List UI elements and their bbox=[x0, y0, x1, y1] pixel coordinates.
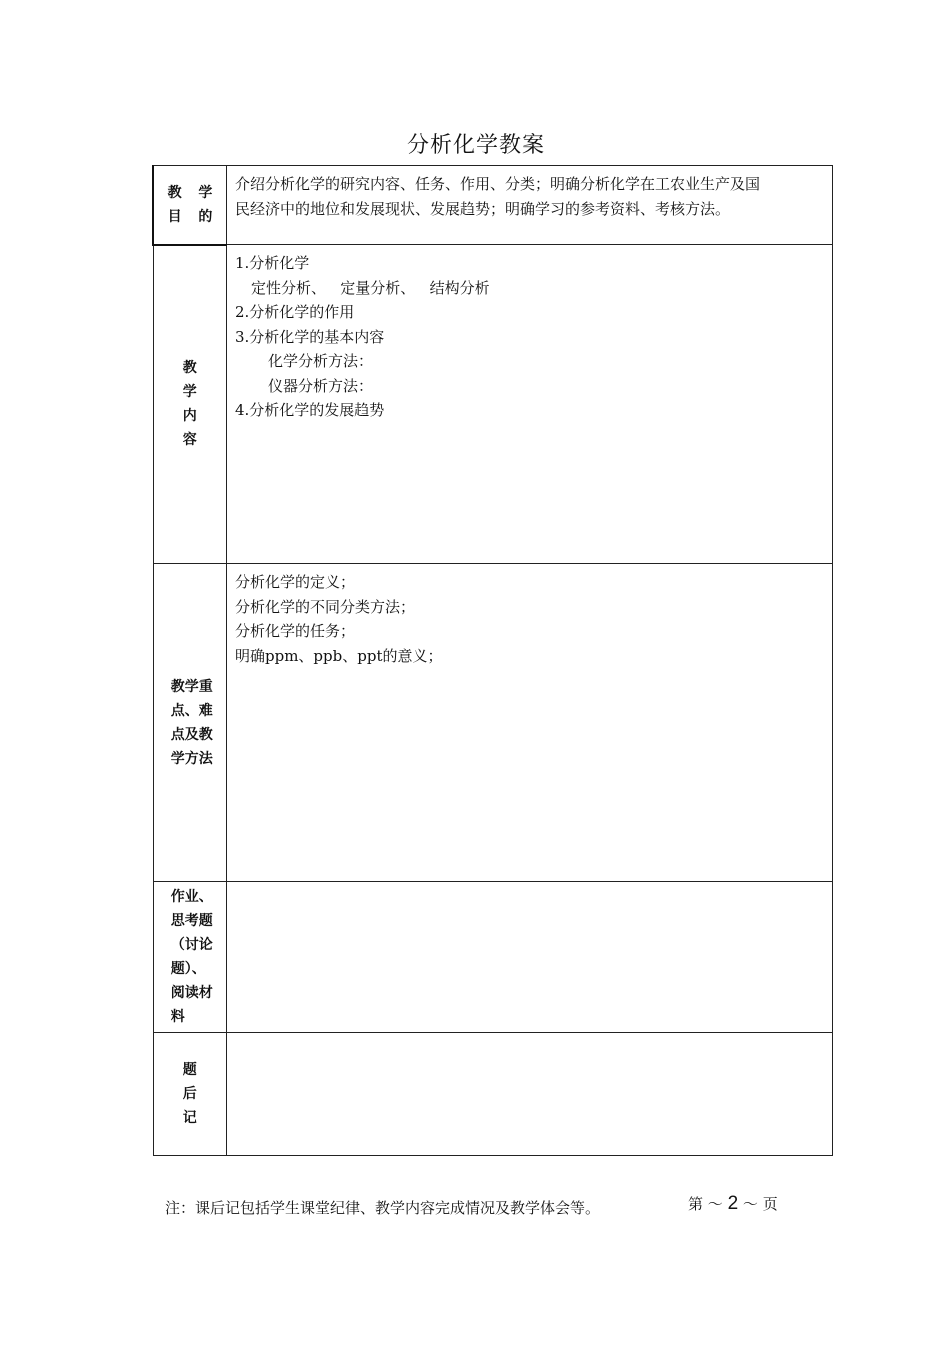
content-cell-postscript bbox=[227, 1033, 833, 1156]
lesson-plan-table bbox=[152, 165, 833, 1156]
key-points-line: 分析化学的任务； bbox=[235, 622, 356, 640]
page-indicator bbox=[688, 1193, 778, 1215]
content-line: 3.分析化学的基本内容 bbox=[235, 327, 385, 346]
content-line: 4.分析化学的发展趋势 bbox=[235, 401, 385, 419]
content-cell-content bbox=[227, 245, 833, 564]
content-line: 2.分析化学的作用 bbox=[235, 303, 355, 321]
label-homework: 作业、 思考题 （讨论 题）、 阅读材 料 bbox=[170, 889, 213, 1025]
label-cell-content bbox=[153, 245, 227, 564]
label-cell-postscript bbox=[153, 1033, 227, 1156]
label-content: 教 学 内 容 bbox=[182, 360, 197, 449]
page-number: 2 bbox=[727, 1193, 739, 1214]
row-postscript bbox=[153, 1033, 833, 1156]
key-points-line: 分析化学的不同分类方法； bbox=[235, 597, 416, 616]
row-key-points bbox=[153, 564, 833, 882]
content-cell-homework bbox=[227, 882, 833, 1033]
label-key-points: 教学重 点、难 点及教 学方法 bbox=[170, 678, 213, 767]
content-cell-objectives bbox=[227, 166, 833, 245]
page-prefix: 第 ～ bbox=[688, 1195, 723, 1213]
objectives-line: 介绍分析化学的研究内容、任务、作用、分类；明确分析化学在工农业生产及国 bbox=[235, 175, 761, 193]
content-line: 化学分析方法： bbox=[268, 352, 374, 370]
label-postscript: 题 后 记 bbox=[182, 1062, 197, 1126]
label-cell-objectives bbox=[153, 166, 227, 245]
content-line: 仪器分析方法： bbox=[268, 376, 374, 395]
label-cell-key-points bbox=[153, 564, 227, 882]
row-content bbox=[153, 245, 833, 564]
document-title: 分析化学教案 bbox=[406, 133, 545, 158]
content-line: 定性分析、 定量分析、 结构分析 bbox=[251, 278, 490, 297]
page-suffix: ～ 页 bbox=[742, 1195, 778, 1213]
content-cell-key-points bbox=[227, 564, 833, 882]
label-cell-homework bbox=[153, 882, 227, 1033]
row-homework bbox=[153, 882, 833, 1033]
objectives-line: 民经济中的地位和发展现状、发展趋势；明确学习的参考资料、考核方法。 bbox=[235, 199, 731, 218]
row-objectives bbox=[153, 166, 833, 245]
key-points-line: 明确ppm、ppb、ppt的意义； bbox=[235, 646, 443, 665]
label-objectives: 教 学 目 的 bbox=[167, 184, 219, 225]
footer-note: 注：课后记包括学生课堂纪律、教学内容完成情况及教学体会等。 bbox=[165, 1199, 601, 1217]
content-line: 1.分析化学 bbox=[235, 254, 310, 272]
key-points-line: 分析化学的定义； bbox=[235, 573, 356, 591]
